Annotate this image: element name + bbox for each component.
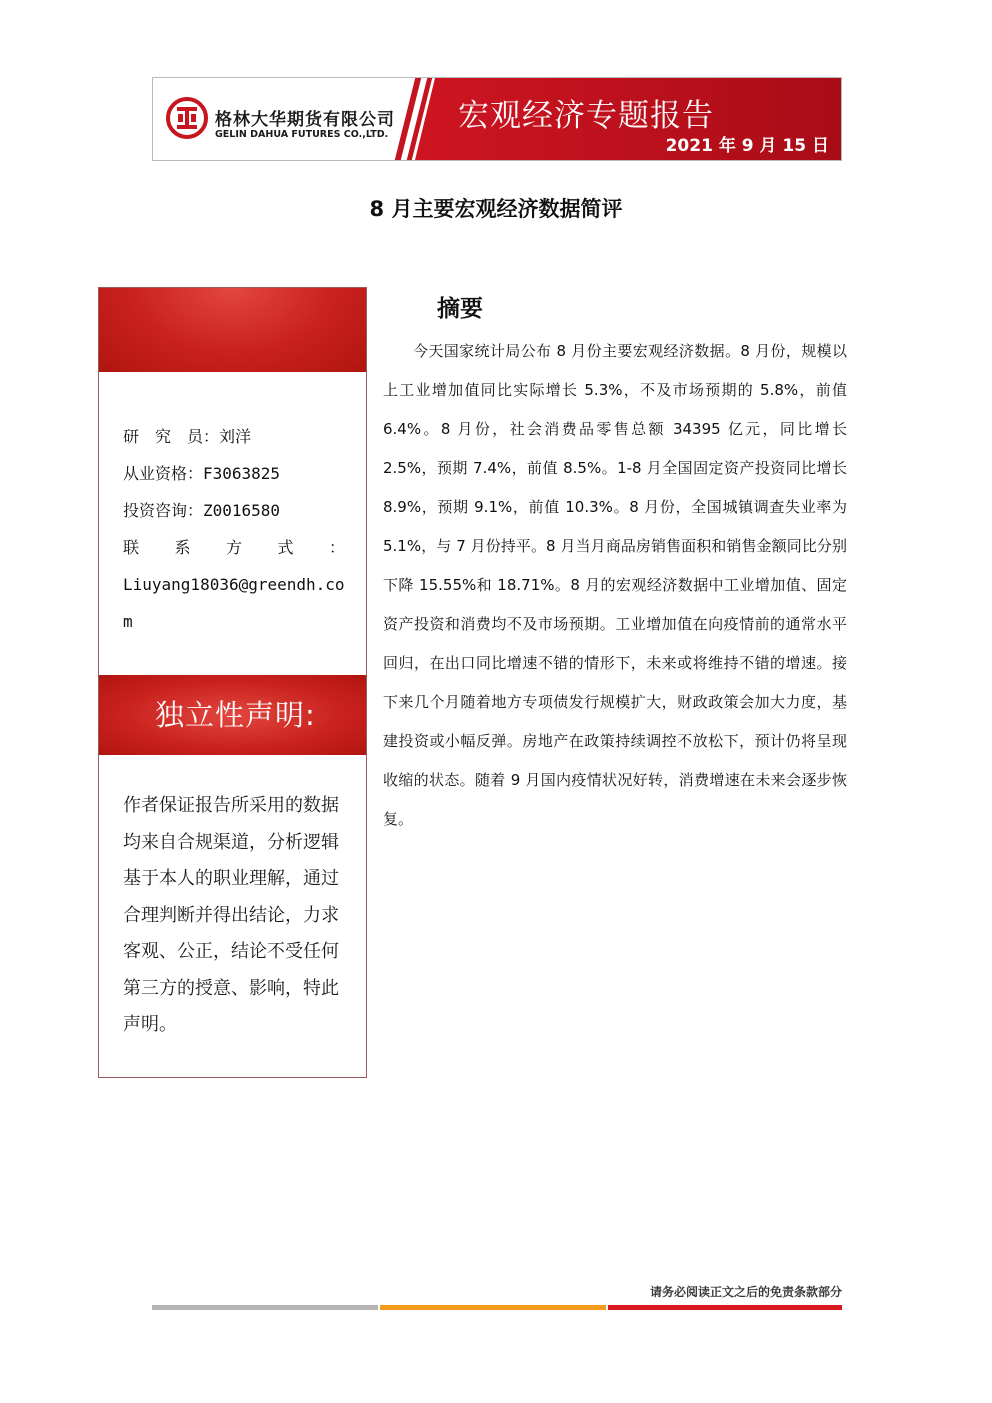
company-name-cn: 格林大华期货有限公司 [215, 110, 395, 130]
qualification-number: 从业资格：F3063825 [123, 464, 281, 483]
declaration-title: 独立性声明: [155, 698, 316, 732]
researcher: 研 究 员：刘洋 [123, 427, 252, 446]
footer-rule-red [608, 1305, 842, 1310]
footer-rule-gray [152, 1305, 378, 1310]
company-logo-icon [165, 96, 209, 140]
report-date: 2021 年 9 月 15 日 [665, 136, 829, 156]
author-info [123, 418, 345, 640]
document-title: 8 月主要宏观经济数据简评 [369, 197, 623, 221]
declaration-text: 作者保证报告所采用的数据均来自合规渠道，分析逻辑基于本人的职业理解，通过合理判断并得出结论，力求客观、公正，结论不受任何第三方的授意、影响，特此声明。 [123, 795, 339, 1035]
author-email[interactable]: Liuyang18036@greendh.com [123, 575, 345, 631]
author-sidebar [98, 287, 367, 1078]
summary-heading: 摘要 [437, 296, 483, 322]
report-type: 宏观经济专题报告 [458, 98, 714, 134]
summary-paragraph: 今天国家统计局公布 8 月份主要宏观经济数据。8 月份，规模以上工业增加值同比实际增长 5.3%，不及市场预期的 5.8%，前值 6.4%。8 月份，社会消费品零售总额 34395 亿元，同比增长 2.5%，预期 7.4%，前值 8.5%。1-8 月全国固定资产投资同比增长 8.9%，预期 9.1%，前值 10.3%。8 月份，全国城镇调查失业率为 5.1%，与 7 月份持平。8 月当月商品房销售面积和销售金额同比分别下降 15.55%和 18.71%。8 月的宏观经济数据中工业增加值、固定资产投资和消费均不及市场预期。工业增加值在向疫情前的通常水平回归，在出口同比增速不错的情形下，未来或将维持不错的增速。接下来几个月随着地方专项债发行规模扩大，财政政策会加大力度，基建投资或小幅反弹。房地产在政策持续调控不放松下，预计仍将呈现收缩的状态。随着 9 月国内疫情状况好转，消费增速在未来会逐步恢复。 [383, 342, 847, 828]
consulting-number: 投资咨询：Z0016580 [123, 501, 281, 520]
contact-label: 联 系 方 式 ： [123, 538, 345, 557]
declaration-banner [99, 675, 366, 755]
header-banner [152, 77, 842, 161]
sidebar-top-banner [99, 288, 366, 372]
footer-rule-orange [380, 1305, 606, 1310]
company-name-en: GELIN DAHUA FUTURES CO.,LTD. [215, 129, 389, 140]
disclaimer-note: 请务必阅读正文之后的免责条款部分 [649, 1285, 842, 1299]
